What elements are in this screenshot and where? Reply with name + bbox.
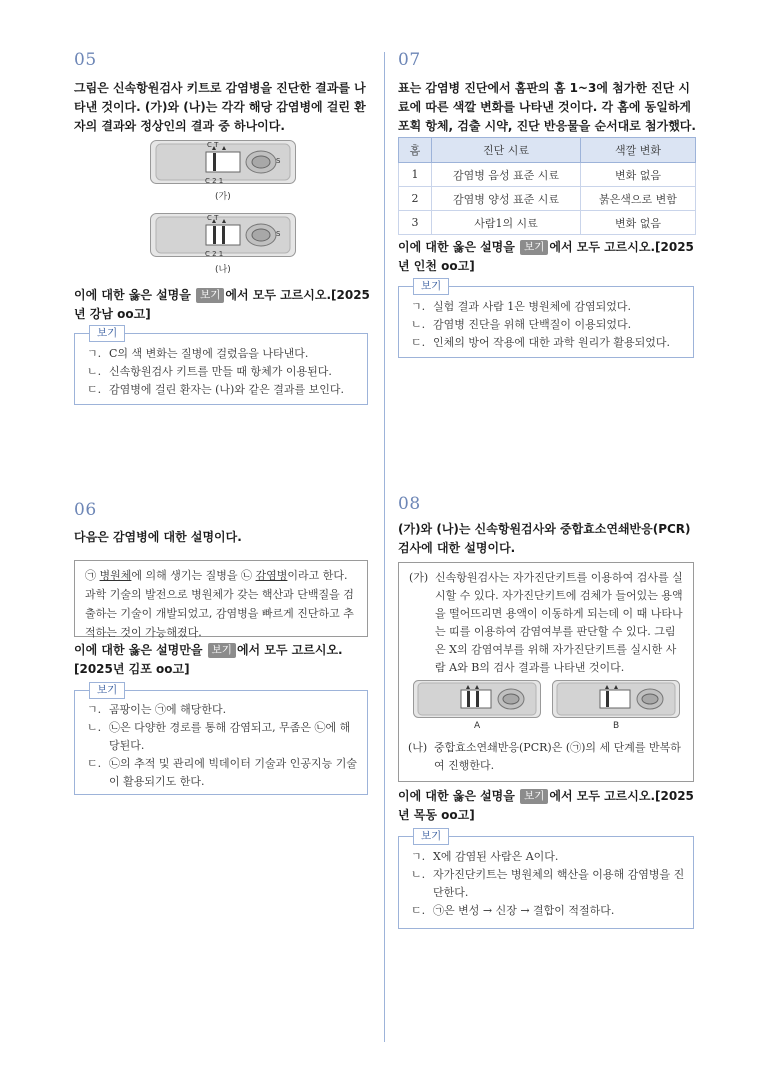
- bogi-box-06: [74, 684, 368, 795]
- bogi-box-07: [398, 280, 694, 358]
- question-08-prompt: 이에 대한 옳은 설명을 보기 에서 모두 고르시오.[2025년 목동 oo고]: [398, 789, 694, 822]
- bogi-label: 보기: [89, 682, 125, 699]
- kit-ga-marks-top: C T: [207, 141, 219, 149]
- option-07-2: ㄴ. 감염병 진단을 위해 단백질이 이용되었다.: [411, 318, 632, 331]
- infectious-disease-underline: 감염병: [255, 569, 288, 582]
- kit-ga-label: (가): [215, 192, 231, 202]
- option-08-2: ㄴ. 자가진단키트는 병원체의 핵산을 이용해 감염병을 진단한다.: [411, 868, 685, 899]
- kit-na-marks-bottom: C 2 1: [205, 250, 224, 258]
- column-divider: [384, 52, 385, 1042]
- option-06-3: ㄷ. ㉡의 추적 및 관리에 빅데이터 기술과 인공지능 기술이 활용되기도 한다.: [87, 757, 357, 788]
- question-08-text: (가)와 (나)는 신속항원검사와 중합효소연쇄반응(PCR)검사에 대한 설명이다.: [398, 522, 691, 555]
- kit-b-label: B: [613, 721, 620, 731]
- option-05-1: ㄱ. C의 색 변화는 질병에 걸렸음을 나타낸다.: [87, 347, 309, 360]
- description-box-06: ㉠ 병원체에 의해 생기는 질병을 ㉡ 감염병이라고 한다. 과학 기술의 발전으로 병원체가 갖는 핵산과 단백질을 검출하는 기술이 개발되었고, 감염병을 빠르게 진단하고 추적하는 것이 가능해졌다.: [74, 560, 368, 637]
- question-07-text: 표는 감염병 진단에서 홈판의 홈 1~3에 첨가한 진단 시료에 따른 색깔 변화를 나타낸 것이다. 각 홈에 동일하게 포획 항체, 검출 시약, 진단 반응물을 순서대로 첨가했다.: [398, 81, 696, 133]
- bogi-label: 보기: [413, 828, 449, 845]
- question-06-prompt: 이에 대한 옳은 설명만을 보기 에서 모두 고르시오. [2025년 김포 oo고]: [74, 643, 343, 676]
- option-06-1: ㄱ. 곰팡이는 ㉠에 해당한다.: [87, 703, 227, 716]
- option-08-1: ㄱ. X에 감염된 사람은 A이다.: [411, 850, 559, 863]
- bogi-tag: 보기: [208, 643, 236, 658]
- question-06-text: 다음은 감염병에 대한 설명이다.: [74, 530, 242, 544]
- table-row: 2 감염병 양성 표준 시료 붉은색으로 변함: [399, 187, 696, 211]
- option-06-2: ㄴ. ㉡은 다양한 경로를 통해 감염되고, 무좀은 ㉡에 해당된다.: [87, 721, 351, 752]
- bogi-tag: 보기: [520, 789, 548, 804]
- bogi-tag: 보기: [520, 240, 548, 255]
- table-header: 진단 시료: [432, 138, 581, 163]
- option-05-3: ㄷ. 감염병에 걸린 환자는 (나)와 같은 결과를 보인다.: [87, 383, 344, 396]
- kit-ga-marks-bottom: C 2 1: [205, 177, 224, 185]
- question-number-07: 07: [398, 50, 421, 70]
- section-na: (나) 중합효소연쇄반응(PCR)은 (㉠)의 세 단계를 반복하여 진행한다.: [408, 741, 681, 772]
- question-07-prompt: 이에 대한 옳은 설명을 보기 에서 모두 고르시오.[2025년 인천 oo고]: [398, 240, 694, 273]
- pathogen-underline: 병원체: [99, 569, 132, 582]
- question-number-08: 08: [398, 494, 421, 514]
- kit-na-label: (나): [215, 265, 231, 275]
- option-08-3: ㄷ. ㉠은 변성 → 신장 → 결합이 적절하다.: [411, 904, 615, 917]
- kit-na-s: S: [276, 230, 281, 238]
- test-kit-b: [552, 680, 680, 718]
- section-ga: (가) 신속항원검사는 자가진단키트를 이용하여 검사를 실시할 수 있다. 자가진단키트에 검체가 들어있는 용액을 떨어뜨리면 용액이 이동하게 되는데 이 때 나타나는 띠를 이용하여 감염여부를 판단할 수 있다. 그림은 X의 감염여부를 위해 자가진단키트를 실시한 사람 A와 B의 검사 결과를 나타낸 것이다.: [409, 571, 683, 674]
- question-05-prompt: 이에 대한 옳은 설명을 보기 에서 모두 고르시오.[2025년 강남 oo고]: [74, 288, 370, 321]
- kit-a-label: A: [474, 721, 481, 731]
- option-05-2: ㄴ. 신속항원검사 키트를 만들 때 항체가 이용된다.: [87, 365, 332, 378]
- question-number-05: 05: [74, 50, 97, 70]
- bogi-box-08: [398, 830, 694, 929]
- option-07-3: ㄷ. 인체의 방어 작용에 대한 과학 원리가 활용되었다.: [411, 336, 670, 349]
- option-07-1: ㄱ. 실험 결과 사람 1은 병원체에 감염되었다.: [411, 300, 631, 313]
- kit-na-marks-top: C T: [207, 214, 219, 222]
- table-row: 3 사람1의 시료 변화 없음: [399, 211, 696, 235]
- table-header: 색깔 변화: [581, 138, 696, 163]
- kit-ga-s: S: [276, 157, 281, 165]
- diagnosis-table: [398, 137, 696, 235]
- bogi-label: 보기: [413, 278, 449, 295]
- question-05-text: 그림은 신속항원검사 키트로 감염병을 진단한 결과를 나타낸 것이다. (가)와 (나)는 각각 해당 감염병에 걸린 환자의 결과와 정상인의 결과 중 하나이다.: [74, 81, 366, 133]
- table-row: 1 감염병 음성 표준 시료 변화 없음: [399, 163, 696, 187]
- table-header: 홈: [399, 138, 432, 163]
- question-number-06: 06: [74, 500, 97, 520]
- bogi-tag: 보기: [196, 288, 224, 303]
- bogi-box-05: [74, 327, 368, 405]
- bogi-label: 보기: [89, 325, 125, 342]
- test-kit-a: [413, 680, 541, 718]
